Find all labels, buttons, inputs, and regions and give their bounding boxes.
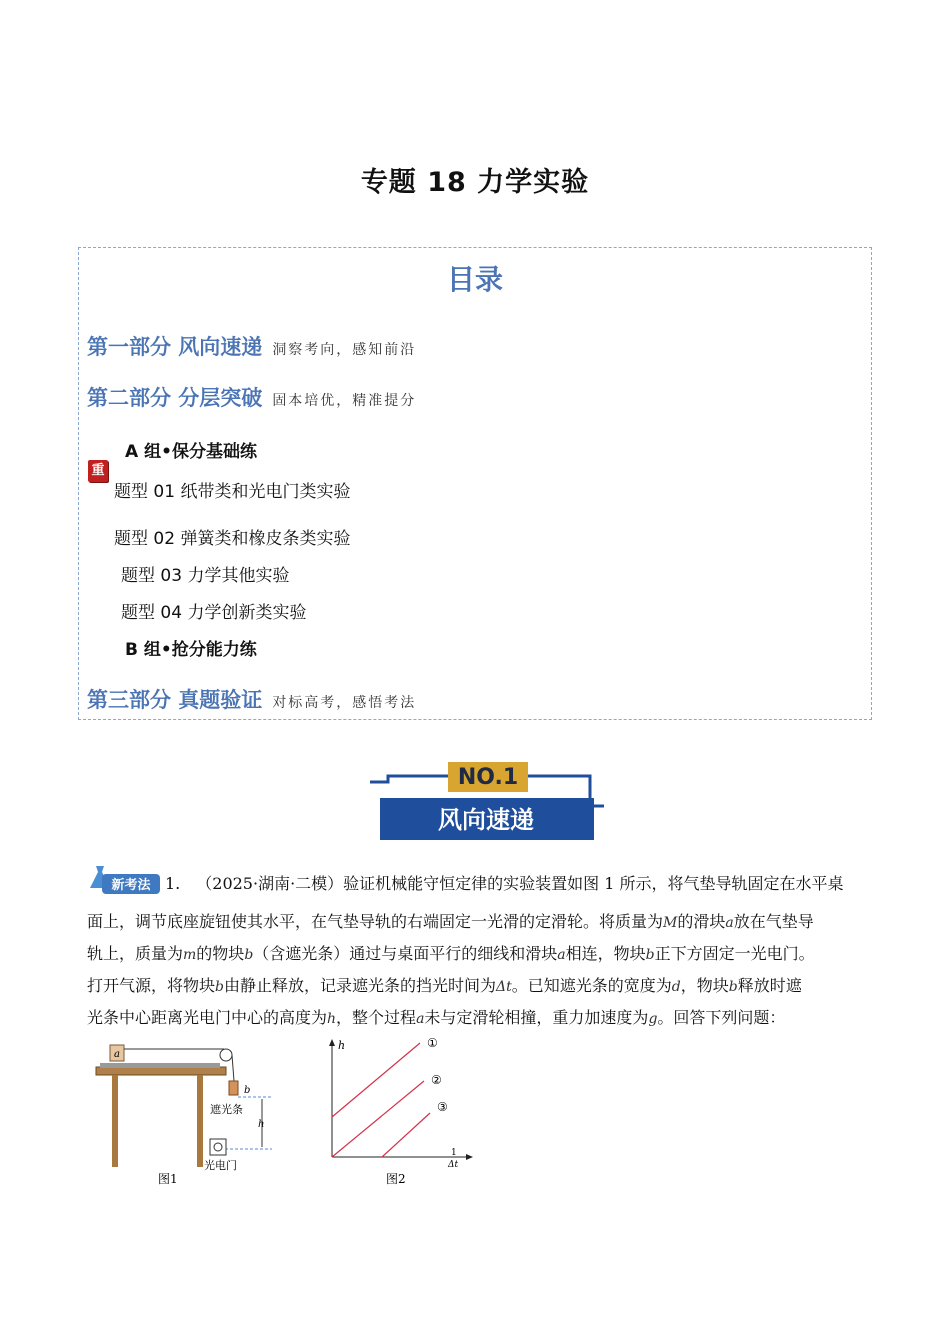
svg-text:③: ③ <box>437 1100 448 1114</box>
toc-item-3[interactable]: 题型 03 力学其他实验 <box>121 566 290 586</box>
page-title: 专题 18 力学实验 <box>360 167 590 198</box>
part-subtitle: 固本培优，精准提分 <box>272 393 417 409</box>
new-method-label: 新考法 <box>111 878 151 893</box>
toc-part-1[interactable] <box>87 331 416 361</box>
svg-text:b: b <box>244 1085 251 1096</box>
graph-line-2 <box>332 1081 424 1157</box>
photogate <box>210 1139 226 1155</box>
new-method-tag <box>88 862 162 896</box>
figure-2-caption: 图2 <box>386 1172 406 1185</box>
svg-text:1: 1 <box>451 1148 457 1158</box>
part-subtitle: 洞察考向，感知前沿 <box>272 342 417 358</box>
question-line-3: 轨上，质量为m的物块b（含遮光条）通过与桌面平行的细线和滑块a相连，物块b正下方固定一光电门。 <box>87 944 815 963</box>
graph-line-1 <box>332 1043 420 1117</box>
toc-item-4[interactable]: 题型 04 力学创新类实验 <box>121 603 307 623</box>
table-leg-right <box>197 1075 203 1167</box>
part-title: 第一部分 风向速递 <box>87 335 263 359</box>
toc-item-1[interactable]: 题型 01 纸带类和光电门类实验 <box>114 482 351 502</box>
svg-text:光电门: 光电门 <box>204 1159 237 1172</box>
figure-1-apparatus <box>92 1035 292 1185</box>
svg-text:Δt: Δt <box>448 1160 459 1170</box>
toc-group-b[interactable]: B 组•抢分能力练 <box>125 640 257 660</box>
figure-1-caption: 图1 <box>158 1172 178 1185</box>
graph-line-3 <box>382 1113 430 1157</box>
toc-group-a[interactable]: A 组•保分基础练 <box>125 442 257 462</box>
block-b <box>229 1081 238 1095</box>
svg-text:h: h <box>258 1119 265 1130</box>
svg-text:①: ① <box>427 1036 438 1050</box>
air-track <box>100 1063 220 1068</box>
important-badge: 重 <box>88 460 108 482</box>
toc-heading: 目录 <box>446 263 503 296</box>
table-leg-left <box>112 1075 118 1167</box>
question-number: 1. <box>165 874 181 893</box>
question-line-5: 光条中心距离光电门中心的高度为h，整个过程a未与定滑轮相撞，重力加速度为g。回答下列问题： <box>87 1008 786 1027</box>
question-text-1: （2025·湖南·二模）验证机械能守恒定律的实验装置如图 1 所示，将气垫导轨固定在水平桌 <box>196 874 844 893</box>
section-banner <box>368 760 608 842</box>
table-top <box>96 1067 226 1075</box>
toc-part-2[interactable] <box>87 382 416 412</box>
svg-text:遮光条: 遮光条 <box>210 1103 243 1116</box>
svg-text:②: ② <box>431 1073 442 1087</box>
question-line-4: 打开气源，将物块b由静止释放，记录遮光条的挡光时间为Δt。已知遮光条的宽度为d，物块b释放时遮 <box>87 976 802 995</box>
pulley <box>220 1049 232 1061</box>
part-title: 第二部分 分层突破 <box>87 386 263 410</box>
svg-text:h: h <box>338 1039 346 1052</box>
banner-title: 风向速递 <box>438 806 534 834</box>
figure-2-graph <box>320 1035 490 1185</box>
part-subtitle: 对标高考，感悟考法 <box>272 695 417 711</box>
svg-text:a: a <box>114 1049 120 1060</box>
toc-item-2[interactable]: 题型 02 弹簧类和橡皮条类实验 <box>114 529 351 549</box>
part-title: 第三部分 真题验证 <box>87 688 263 712</box>
question-line-2: 面上，调节底座旋钮使其水平，在气垫导轨的右端固定一光滑的定滑轮。将质量为M的滑块a放在气垫导 <box>87 912 814 931</box>
question-line-1 <box>165 874 865 894</box>
banner-number: NO.1 <box>457 765 519 790</box>
toc-part-3[interactable] <box>87 684 416 714</box>
